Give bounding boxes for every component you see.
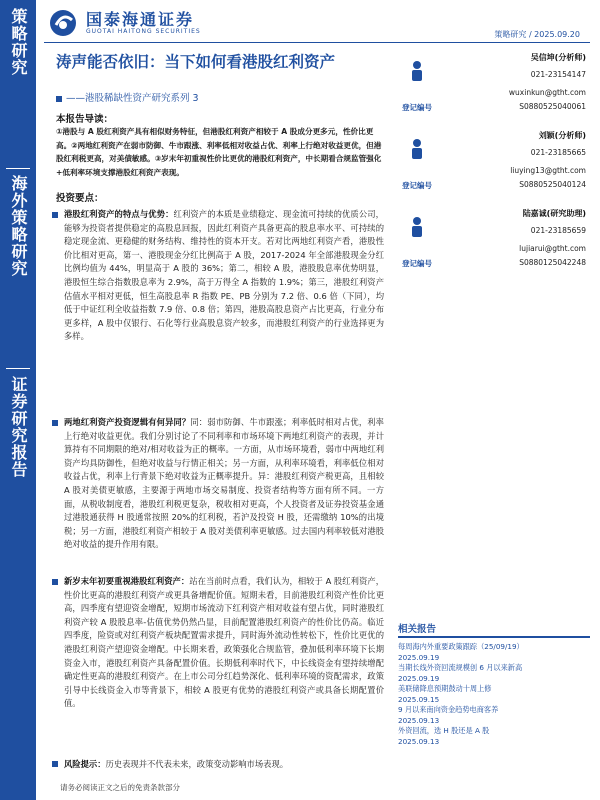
sidebar-section-strategy xyxy=(0,8,36,76)
related-report-date: 2025.09.13 xyxy=(398,736,440,746)
person-icon xyxy=(410,60,424,82)
analyst-phone: 021-23154147 xyxy=(530,70,586,79)
point-text: 站在当前时点看，我们认为，相较于 A 股红利资产，性价比更高的港股红利资产或更具备增配价值。短期未看，目前港股红利资产性价比更高，四季度有望迎资金增配，短期市场流动下红利资产相对收益有望占优，同时港股红利资产较 A 股股息率-估值优势仍然凸显，目前配置港股红利资产的性价比仍高。临近四季度，险资或对红利资产板块配置需求提升，同时海外流动性转松下，性价比更优的港股红利资产望迎资金增配。中长期来看，政策强化合规监管，叠加低利率环境下长期资金入市，港股红利资产具备配置价值。长期低利率时代下，中长线资金有望持续增配确定性更高的港股红利资产。在上市公司分红趋势深化、低利率环境的资配需求，政策引导中长线资金入市等背景下，相较 A 股更有优势的港股红利资产或具备长期配置价值。 xyxy=(64,576,384,709)
guide-heading: 本报告导读： xyxy=(56,114,114,125)
related-reports-heading: 相关报告 xyxy=(398,624,437,635)
report-series xyxy=(56,90,199,104)
point-text: 同：弱市防御、牛市跟涨；利率低时相对占优，利率上行绝对收益更优。我们分别讨论了不同利率和市场环境下两地红利资产的表现，并计算持有不同期限的绝对/相对收益为正的概率。一方面，从市场环境看，弱市中两地红利资产均具防御性，但绝对收益与行情正相关；另一方面，从利率环境看，利率低位相对收益占优，利率上行背景下绝对收益为正概率提升。异：港股红利资产税更高，且相较 A 股对美债更敏感，主要源于两地市场交易制度、投资者结构等方面有所不同。一方面，从税收制度看，港股红利税更复杂，税收相对更高，个人投资者及证券投资基金通过港股通获得 H 股通常按照 20%的红利税，若沪及投资 H 股，还需缴纳 10%的出境税；另一方面，港股红利资产相较于 A 股对美债利率更敏感。过去国内利率较低对港股绝对收益的提升作用有限。 xyxy=(64,417,384,550)
bullet-icon xyxy=(52,420,58,426)
sidebar-label-report: 证券研究报告 xyxy=(9,376,28,478)
bullet-icon xyxy=(56,96,62,102)
related-report-title[interactable]: 当期长线外资回流规模创 6 月以来新高 xyxy=(398,663,523,672)
risk-text: 历史表现并不代表未来，政策变动影响市场表现。 xyxy=(105,759,289,769)
point-paragraph xyxy=(64,575,384,711)
analyst-card xyxy=(398,126,588,198)
risk-lead: 风险提示： xyxy=(64,759,106,769)
sidebar-label-overseas: 海外策略研究 xyxy=(9,175,28,277)
analyst-card xyxy=(398,204,588,276)
registration-number: S0880125042248 xyxy=(519,258,586,267)
report-title: 涛声能否依旧：当下如何看港股红利资产 xyxy=(56,52,336,71)
brand-name-en: GUOTAI HAITONG SECURITIES xyxy=(86,28,201,35)
person-icon xyxy=(410,138,424,160)
point-paragraph xyxy=(64,208,384,344)
registration-number: S0880525040124 xyxy=(519,180,586,189)
registration-number: S0880525040061 xyxy=(519,102,586,111)
related-report-date: 2025.09.19 xyxy=(398,652,440,662)
analyst-card xyxy=(398,48,588,120)
sidebar-divider xyxy=(6,168,30,169)
registration-label: 登记编号 xyxy=(402,181,432,190)
header xyxy=(44,4,590,44)
related-reports-list xyxy=(398,642,590,747)
related-report-date: 2025.09.15 xyxy=(398,694,440,704)
analyst-name: 刘颖(分析师) xyxy=(538,131,586,140)
related-report-date: 2025.09.13 xyxy=(398,715,440,725)
related-report-date: 2025.09.19 xyxy=(398,673,440,683)
analyst-name: 吴信坤(分析师) xyxy=(530,53,586,62)
brand-name: 国泰海通证券 xyxy=(86,10,195,29)
bullet-icon xyxy=(52,579,58,585)
point-paragraph xyxy=(64,416,384,552)
point-lead: 港股红利资产的特点与优势： xyxy=(64,209,174,219)
related-report-title[interactable]: 外资回流，选 H 股还是 A 股 xyxy=(398,726,490,735)
bullet-icon xyxy=(52,761,58,767)
sidebar-section-report xyxy=(0,376,36,478)
related-report-title[interactable]: 美联储降息预期鼓动十周上修 xyxy=(398,684,492,693)
analyst-email[interactable]: liuying13@gtht.com xyxy=(510,166,586,175)
sidebar-section-overseas xyxy=(0,175,36,277)
sidebar-divider xyxy=(6,368,30,369)
point-lead: 两地红利资产投资逻辑有何异同？ xyxy=(64,417,191,427)
points-heading: 投资要点： xyxy=(56,193,104,204)
analyst-phone: 021-23185659 xyxy=(530,226,586,235)
risk-warning xyxy=(64,758,384,770)
sidebar xyxy=(0,0,36,800)
sidebar-label-strategy: 策略研究 xyxy=(9,8,28,76)
analyst-email[interactable]: wuxinkun@gtht.com xyxy=(508,88,586,97)
point-lead: 新岁末年初要重视港股红利资产： xyxy=(64,576,190,586)
report-category-date: 策略研究 / 2025.09.20 xyxy=(494,30,580,39)
disclaimer-footer: 请务必阅读正文之后的免责条款部分 xyxy=(60,783,180,792)
guide-text: ①港股与 A 股红利资产具有相似财务特征，但港股红利资产相较于 A 股成分更多元，性价比更高。②两地红利资产在弱市防御、牛市跟涨、利率低相对收益占优、利率上行绝对收益更优，但港股红利税更高，对美债敏感。③岁末年初重视性价比更优的港股红利资产，中长期看合规监管强化+低利率环境支撑港股红利资产表现。 xyxy=(56,127,382,177)
company-logo-icon xyxy=(48,8,84,38)
analyst-email[interactable]: lujiarui@gtht.com xyxy=(519,244,586,253)
person-icon xyxy=(410,216,424,238)
bullet-icon xyxy=(52,212,58,218)
header-divider xyxy=(44,42,590,43)
related-report-title[interactable]: 每周海内外重要政策跟踪（25/09/19） xyxy=(398,642,524,651)
report-series-text: ——港股稀缺性资产研究系列 3 xyxy=(66,93,199,104)
registration-label: 登记编号 xyxy=(402,259,432,268)
related-report-title[interactable]: 9 月以来南向资金趋势电商客养 xyxy=(398,705,499,714)
analyst-name: 陆嘉诚(研究助理) xyxy=(522,209,586,218)
analyst-phone: 021-23185665 xyxy=(530,148,586,157)
point-text: 红利资产的本质是业绩稳定、现金流可持续的优质公司，能够为投资者提供稳定的高股息回报，因此红利资产具备更高的股息率水平、可持续的稳定现金流、更稳健的财务结构、维持性的资本开支。若对比两地红利资产看，港股性价比相对更高，第一、港股现金分红比例高于 A 股，2017-2024 年全部港股现金分红比例均值为 44%，明显高于 A 股的 36%；第二，相较 A 股，港股股息率优势明显，港股恒生综合指数股息率为 2.9%，高于万得全 A 指数的 1.9%；第三，港股红利资产估值水平相对更低，恒生高股息率 R 指数 PE、PB 分别为 7.2 倍、0.6 倍（下同），均低于中证红利全收益指数 7.9 倍、0.8 倍；第四，港股高股息资产占比更高，行业分布更多样，A 股中仅银行、石化等行业高股息资产较多，而港股红利资产的行业选择更为多样。 xyxy=(64,209,384,342)
registration-label: 登记编号 xyxy=(402,103,432,112)
related-divider xyxy=(398,636,590,638)
